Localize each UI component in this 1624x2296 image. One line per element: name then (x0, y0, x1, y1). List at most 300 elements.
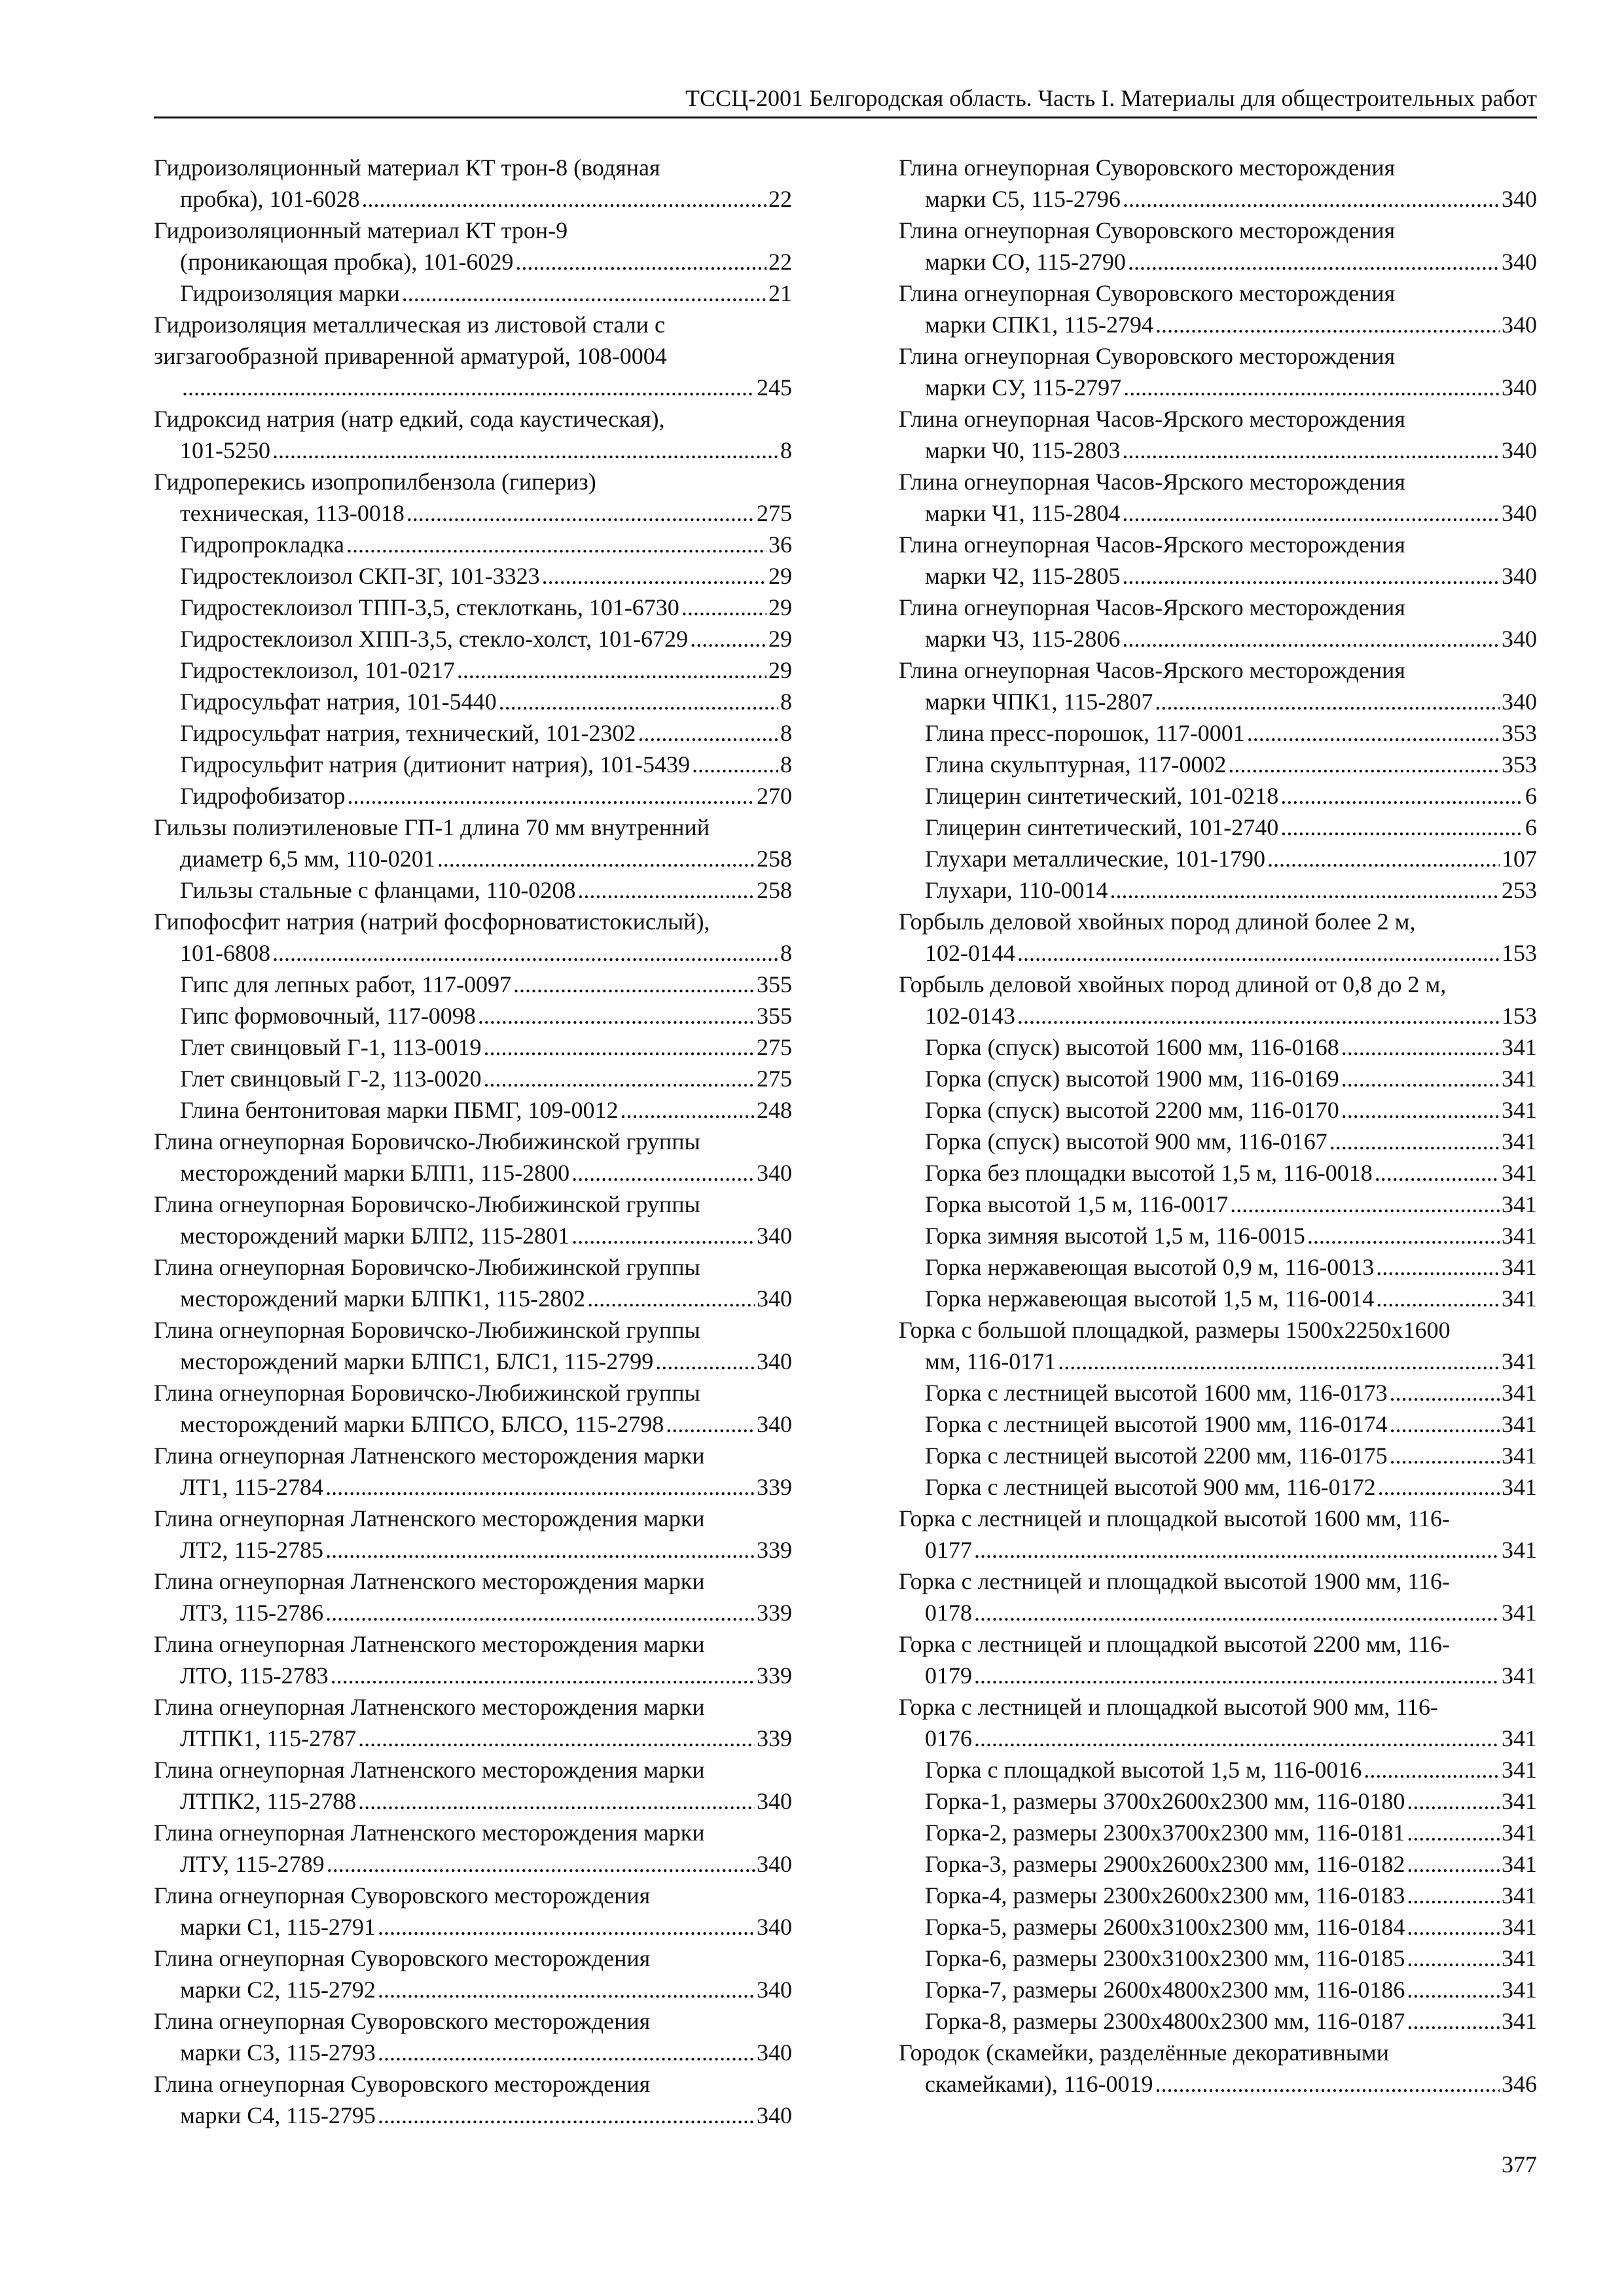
index-entry-text: Гипс для лепных работ, 117-0097 (180, 971, 511, 997)
dot-leader (1407, 2005, 1500, 2037)
index-entry-text: Горка с лестницей высотой 1600 мм, 116-0173 (925, 1380, 1388, 1406)
dot-leader (361, 183, 767, 215)
index-page-ref: 339 (757, 1600, 792, 1626)
index-entry-text: Глина огнеупорная Часов-Ярского месторождения (899, 657, 1405, 683)
index-entry-text: марки Ч2, 115-2805 (925, 563, 1121, 589)
index-entry-text: Горка с лестницей и площадкой высотой 900 мм, 116- (899, 1694, 1439, 1720)
index-entry (154, 466, 792, 529)
index-entry-final-line (925, 2005, 1537, 2037)
index-entry-text: Горка (спуск) высотой 1900 мм, 116-0169 (925, 1066, 1339, 1092)
index-page-ref: 340 (757, 1788, 792, 1814)
index-entry-text: Горка с площадкой высотой 1,5 м, 116-0016 (925, 1757, 1362, 1783)
index-entry-text: Гидростеклоизол, 101-0217 (180, 657, 455, 683)
index-entry-text: ЛТПК2, 115-2788 (180, 1788, 357, 1814)
index-entry-final-line (180, 1000, 792, 1031)
index-page-ref: 341 (1502, 1191, 1537, 1217)
index-entry-text: Гильзы стальные с фланцами, 110-0208 (180, 877, 576, 903)
index-column-right (899, 152, 1537, 2100)
index-entry-text: Горка без площадки высотой 1,5 м, 116-0018 (925, 1160, 1373, 1186)
index-entry-final-line (925, 2068, 1537, 2100)
index-entry-text: Гидроксид натрия (натр едкий, сода каустическая), (154, 406, 665, 432)
dot-leader (1341, 1094, 1500, 1126)
index-entry (899, 749, 1537, 780)
index-entry-text: диаметр 6,5 мм, 110-0201 (180, 846, 435, 872)
index-entry-text: Гидроизоляционный материал КТ трон-8 (водяная (154, 154, 660, 181)
index-entry-text: ЛТУ, 115-2789 (180, 1851, 325, 1877)
index-entry (899, 215, 1537, 278)
dot-leader (499, 686, 778, 717)
index-entry-text: ЛТ2, 115-2785 (180, 1537, 324, 1563)
dot-leader (1376, 1251, 1500, 1283)
index-entry-text: скамейками), 116-0019 (925, 2071, 1153, 2097)
index-entry (154, 1094, 792, 1126)
index-page-ref: 340 (1502, 312, 1537, 338)
index-entry-final-line (180, 592, 792, 623)
dot-leader (1307, 1220, 1500, 1251)
index-page-ref: 341 (1502, 1977, 1537, 2003)
index-entry (154, 1880, 792, 1943)
index-entry-text: ЛТПК1, 115-2787 (180, 1725, 357, 1751)
index-entry (154, 686, 792, 717)
index-entry-final-line (180, 686, 792, 717)
index-entry-text: месторождений марки БЛПК1, 115-2802 (180, 1285, 586, 1312)
dot-leader (272, 937, 778, 969)
dot-leader (1155, 686, 1500, 717)
index-entry-text: Глина огнеупорная Суворовского месторождения (899, 217, 1396, 243)
index-page-ref: 340 (1502, 437, 1537, 463)
index-entry-text: Глина скульптурная, 117-0002 (925, 751, 1227, 778)
dot-leader (1390, 1377, 1500, 1408)
index-entry-final-line (925, 309, 1537, 340)
dot-leader (1407, 1817, 1500, 1848)
index-entry-text: Гипофосфит натрия (натрий фосфорноватистокислый), (154, 908, 710, 935)
index-page-ref: 341 (1502, 1285, 1537, 1312)
index-entry (899, 1911, 1537, 1943)
index-entry-text: месторождений марки БЛП1, 115-2800 (180, 1160, 570, 1186)
index-entry-text: Гипс формовочный, 117-0098 (180, 1003, 476, 1029)
dot-leader (1123, 183, 1500, 215)
index-entry-final-line (180, 874, 792, 906)
index-page-ref: 341 (1502, 1066, 1537, 1092)
index-entry-final-line (180, 529, 792, 560)
index-entry-final-line (180, 1063, 792, 1094)
index-entry-final-line (180, 372, 792, 403)
index-entry-final-line (925, 1723, 1537, 1754)
index-entry-text: 0179 (925, 1662, 972, 1689)
index-entry-text: марки СУ, 115-2797 (925, 374, 1122, 401)
index-entry-final-line (925, 874, 1537, 906)
index-entry-final-line (180, 2037, 792, 2068)
index-page-ref: 340 (757, 2102, 792, 2128)
index-entry-final-line (180, 1848, 792, 1880)
index-entry (899, 1126, 1537, 1157)
index-page-ref: 8 (780, 751, 792, 778)
index-page-ref: 353 (1502, 720, 1537, 746)
index-entry-final-line (925, 623, 1537, 655)
index-entry-final-line (925, 686, 1537, 717)
index-entry-final-line (925, 1440, 1537, 1471)
index-entry-text: (проникающая пробка), 101-6029 (180, 249, 514, 275)
index-entry-final-line (180, 843, 792, 874)
dot-leader (358, 1785, 755, 1817)
index-page-ref: 275 (757, 1034, 792, 1060)
index-entry-final-line (925, 1220, 1537, 1251)
index-entry-final-line (925, 560, 1537, 592)
index-entry (154, 309, 792, 403)
index-page-ref: 248 (757, 1097, 792, 1123)
index-entry-text: Горка с лестницей высотой 2200 мм, 116-0175 (925, 1443, 1388, 1469)
index-entry-text: Глухари, 110-0014 (925, 877, 1108, 903)
index-entry (154, 717, 792, 749)
index-entry-text: Глина огнеупорная Часов-Ярского месторождения (899, 531, 1405, 558)
index-entry (154, 2068, 792, 2131)
index-entry-final-line (925, 435, 1537, 466)
index-entry-text: Глина огнеупорная Суворовского месторождения (154, 2008, 651, 2034)
index-page-ref: 275 (757, 500, 792, 526)
index-entry (899, 1440, 1537, 1471)
index-page-ref: 253 (1502, 877, 1537, 903)
index-entry (899, 340, 1537, 403)
index-entry-text: марки С1, 115-2791 (180, 1914, 376, 1940)
index-entry (154, 1566, 792, 1628)
index-page-ref: 341 (1502, 1820, 1537, 1846)
index-entry (899, 1314, 1537, 1377)
index-entry-text: марки СО, 115-2790 (925, 249, 1126, 275)
index-entry-text: Глина огнеупорная Латненского месторождения марки (154, 1505, 705, 1532)
index-page-ref: 6 (1525, 783, 1537, 809)
dot-leader (1407, 1974, 1500, 2005)
index-page-ref: 340 (1502, 626, 1537, 652)
dot-leader (346, 529, 767, 560)
index-entry (899, 843, 1537, 874)
index-entry-final-line (925, 1126, 1537, 1157)
index-entry-text: Городок (скамейки, разделённые декоративными (899, 2039, 1390, 2066)
index-entry-final-line (180, 717, 792, 749)
index-page-ref: 6 (1525, 814, 1537, 840)
index-page-ref: 341 (1502, 1725, 1537, 1751)
index-entry (154, 278, 792, 309)
index-entry-text: Горка нержавеющая высотой 0,9 м, 116-0013 (925, 1254, 1375, 1280)
index-entry-text: Горка-4, размеры 2300х2600х2300 мм, 116-0183 (925, 1882, 1405, 1909)
index-page-ref: 341 (1502, 1914, 1537, 1940)
index-page-ref: 346 (1502, 2071, 1537, 2097)
dot-leader (327, 1848, 755, 1880)
index-entry-final-line (925, 1251, 1537, 1283)
index-entry-final-line (925, 1063, 1537, 1094)
index-entry-text: Глухари металлические, 101-1790 (925, 846, 1265, 872)
index-entry (154, 1377, 792, 1440)
index-entry-final-line (180, 1283, 792, 1314)
index-entry-text: Горка высотой 1,5 м, 116-0017 (925, 1191, 1229, 1217)
index-entry (154, 1314, 792, 1377)
index-entry-text: Горка с большой площадкой, размеры 1500х2250х1600 (899, 1317, 1451, 1343)
index-entry-text: Гидростеклоизол СКП-3Г, 101-3323 (180, 563, 540, 589)
index-entry-text: Горка-7, размеры 2600х4800х2300 мм, 116-0186 (925, 1977, 1405, 2003)
index-entry (899, 1377, 1537, 1408)
index-entry (154, 560, 792, 592)
index-page-ref: 341 (1502, 1128, 1537, 1155)
index-entry-text: Глина огнеупорная Боровичско-Любижинской группы (154, 1128, 700, 1155)
index-entry (899, 1754, 1537, 1785)
dot-leader (378, 1911, 755, 1943)
index-entry-text: марки С5, 115-2796 (925, 186, 1121, 212)
index-entry (899, 1251, 1537, 1283)
dot-leader (1375, 1157, 1500, 1189)
index-page-ref: 153 (1502, 940, 1537, 966)
index-entry-text: Гидросульфат натрия, технический, 101-2302 (180, 720, 636, 746)
index-entry-final-line (180, 278, 792, 309)
index-entry-final-line (925, 1157, 1537, 1189)
index-entry (154, 215, 792, 278)
index-entry-final-line (180, 1534, 792, 1566)
index-entry-final-line (180, 1346, 792, 1377)
index-entry (154, 403, 792, 466)
index-entry-final-line (925, 1943, 1537, 1974)
index-page-ref: 245 (757, 374, 792, 401)
dot-leader (577, 874, 755, 906)
dot-leader (1407, 1911, 1500, 1943)
index-entry-text: марки ЧПК1, 115-2807 (925, 689, 1153, 715)
index-entry-final-line (925, 1848, 1537, 1880)
index-entry-final-line (925, 1283, 1537, 1314)
index-entry-text: Глина огнеупорная Часов-Ярского месторождения (899, 469, 1405, 495)
index-entry (154, 1943, 792, 2005)
index-entry-final-line (925, 717, 1537, 749)
index-entry-text: Горка зимняя высотой 1,5 м, 116-0015 (925, 1223, 1305, 1249)
index-entry (899, 1283, 1537, 1314)
index-entry (899, 717, 1537, 749)
index-entry (154, 1503, 792, 1566)
index-entry-final-line (925, 1189, 1537, 1220)
index-entry-text: Горка-3, размеры 2900х2600х2300 мм, 116-0182 (925, 1851, 1405, 1877)
index-entry-final-line (180, 1974, 792, 2005)
index-entry (899, 1063, 1537, 1094)
index-entry-final-line (180, 1157, 792, 1189)
index-page-ref: 29 (768, 563, 792, 589)
index-page-ref: 341 (1502, 1223, 1537, 1249)
dot-leader (437, 843, 755, 874)
index-entry-final-line (180, 497, 792, 529)
index-entry-final-line (180, 655, 792, 686)
dot-leader (378, 2100, 755, 2131)
index-entry-text: Горка с лестницей и площадкой высотой 1900 мм, 116- (899, 1568, 1451, 1594)
dot-leader (1329, 1126, 1500, 1157)
dot-leader (1280, 812, 1523, 843)
dot-leader (666, 1408, 755, 1440)
index-entry (154, 592, 792, 623)
index-page-ref: 29 (768, 657, 792, 683)
index-entry-text: мм, 116-0171 (925, 1348, 1056, 1374)
index-entry-final-line (180, 969, 792, 1000)
index-entry (899, 152, 1537, 215)
dot-leader (542, 560, 767, 592)
index-page-ref: 340 (757, 1914, 792, 1940)
index-page-ref: 340 (757, 1160, 792, 1186)
index-entry (899, 1094, 1537, 1126)
dot-leader (690, 623, 767, 655)
dot-leader (325, 1534, 755, 1566)
index-page-ref: 341 (1502, 1411, 1537, 1437)
index-entry (154, 1440, 792, 1503)
index-page-ref: 340 (757, 1348, 792, 1374)
index-entry-text: Гидроизоляция металлическая из листовой стали с (154, 312, 665, 338)
index-page-ref: 341 (1502, 1254, 1537, 1280)
index-entry-final-line (180, 183, 792, 215)
index-entry-text: Глина огнеупорная Суворовского месторождения (899, 343, 1396, 369)
index-entry-final-line (925, 812, 1537, 843)
page-number: 377 (1502, 2151, 1537, 2178)
index-entry-text: Глина огнеупорная Часов-Ярского месторождения (899, 406, 1405, 432)
index-entry (899, 812, 1537, 843)
index-entry-text: 102-0143 (925, 1003, 1015, 1029)
index-page-ref: 339 (757, 1537, 792, 1563)
index-page-ref: 8 (780, 437, 792, 463)
dot-leader (1123, 372, 1500, 403)
index-entry-final-line (925, 843, 1537, 874)
dot-leader (1267, 843, 1500, 874)
dot-leader (182, 372, 755, 403)
index-entry-final-line (925, 1471, 1537, 1503)
header-rule (154, 117, 1537, 118)
index-entry-final-line (925, 937, 1537, 969)
index-entry-text: Гидросульфит натрия (дитионит натрия), 101-5439 (180, 751, 690, 778)
index-entry (154, 874, 792, 906)
index-entry-final-line (180, 246, 792, 278)
index-entry-final-line (180, 2100, 792, 2131)
index-page-ref: 341 (1502, 1882, 1537, 1909)
index-page-ref: 341 (1502, 1662, 1537, 1689)
index-entry (154, 906, 792, 969)
dot-leader (1122, 623, 1500, 655)
index-entry-text: марки Ч0, 115-2803 (925, 437, 1121, 463)
index-page-ref: 8 (780, 720, 792, 746)
index-entry-final-line (180, 780, 792, 812)
dot-leader (515, 246, 767, 278)
index-entry (154, 152, 792, 215)
index-entry-text: Горка с лестницей и площадкой высотой 2200 мм, 116- (899, 1631, 1451, 1657)
dot-leader (1128, 246, 1500, 278)
index-entry-text: Гидростеклоизол ХПП-3,5, стекло-холст, 101-6729 (180, 626, 689, 652)
dot-leader (974, 1597, 1500, 1628)
index-entry-text: Гидропрокладка (180, 531, 344, 558)
index-page-ref: 339 (757, 1725, 792, 1751)
index-entry-final-line (925, 1346, 1537, 1377)
index-entry-final-line (925, 1785, 1537, 1817)
index-entry-text: Горка нержавеющая высотой 1,5 м, 116-0014 (925, 1285, 1375, 1312)
index-entry-final-line (180, 1408, 792, 1440)
index-entry-text: Горка с лестницей высотой 900 мм, 116-0172 (925, 1474, 1376, 1500)
dot-leader (1058, 1346, 1500, 1377)
index-page-ref: 339 (757, 1662, 792, 1689)
index-page-ref: 29 (768, 626, 792, 652)
index-page-ref: 340 (757, 1977, 792, 2003)
index-entry-text: Горка (спуск) высотой 2200 мм, 116-0170 (925, 1097, 1339, 1123)
dot-leader (571, 1220, 755, 1251)
dot-leader (1230, 1189, 1500, 1220)
index-page-ref: 270 (757, 783, 792, 809)
index-entry-final-line (925, 1377, 1537, 1408)
dot-leader (620, 1094, 755, 1126)
index-entry-text: Горка-8, размеры 2300х4800х2300 мм, 116-0187 (925, 2008, 1405, 2034)
index-entry (899, 403, 1537, 466)
dot-leader (1247, 717, 1500, 749)
index-page-ref: 340 (1502, 563, 1537, 589)
index-entry (154, 1126, 792, 1189)
index-entry (154, 780, 792, 812)
index-entry-final-line (925, 1974, 1537, 2005)
index-page-ref: 341 (1502, 1788, 1537, 1814)
index-entry (899, 969, 1537, 1031)
index-entry-text: Глина огнеупорная Суворовского месторождения (899, 154, 1396, 181)
index-entry (899, 1566, 1537, 1628)
index-entry (154, 1000, 792, 1031)
index-entry (899, 1974, 1537, 2005)
index-entry (899, 1471, 1537, 1503)
dot-leader (638, 717, 778, 749)
index-page-ref: 22 (768, 249, 792, 275)
index-entry-text: Глина огнеупорная Суворовского месторождения (154, 1945, 651, 1971)
index-entry-text: техническая, 113-0018 (180, 500, 405, 526)
index-entry (154, 969, 792, 1000)
index-entry-text: Горка-2, размеры 2300х3700х2300 мм, 116-0181 (925, 1820, 1405, 1846)
index-entry (154, 655, 792, 686)
dot-leader (1376, 1283, 1500, 1314)
index-entry-text: Гидрофобизатор (180, 783, 346, 809)
dot-leader (1017, 1000, 1500, 1031)
index-entry-text: Гидроперекись изопропилбензола (гипериз) (154, 469, 596, 495)
index-entry (899, 1785, 1537, 1817)
dot-leader (1407, 1880, 1500, 1911)
dot-leader (378, 2037, 755, 2068)
index-entry (154, 1754, 792, 1817)
index-entry (899, 1031, 1537, 1063)
index-entry (154, 1189, 792, 1251)
index-entry (899, 1503, 1537, 1566)
index-entry (899, 2005, 1537, 2037)
index-entry-text: месторождений марки БЛП2, 115-2801 (180, 1223, 570, 1249)
index-page-ref: 340 (1502, 374, 1537, 401)
index-entry-final-line (180, 1031, 792, 1063)
index-entry-final-line (180, 937, 792, 969)
index-page-ref: 340 (757, 1223, 792, 1249)
dot-leader (1110, 874, 1500, 906)
index-entry (154, 812, 792, 874)
dot-leader (483, 1063, 755, 1094)
index-entry (154, 2005, 792, 2068)
index-entry (899, 2037, 1537, 2100)
index-entry-text: Глина огнеупорная Суворовского месторождения (154, 1882, 651, 1909)
dot-leader (272, 435, 778, 466)
index-page-ref: 355 (757, 1003, 792, 1029)
index-entry (899, 655, 1537, 717)
index-entry-final-line (925, 780, 1537, 812)
dot-leader (402, 278, 767, 309)
index-page-ref: 340 (1502, 500, 1537, 526)
index-entry-text: Глина огнеупорная Суворовского месторождения (899, 280, 1396, 306)
index-entry-final-line (180, 623, 792, 655)
index-entry-text: 101-6808 (180, 940, 270, 966)
index-entry-final-line (180, 435, 792, 466)
dot-leader (1280, 780, 1523, 812)
index-entry (899, 780, 1537, 812)
index-entry (899, 1628, 1537, 1691)
dot-leader (347, 780, 755, 812)
dot-leader (974, 1534, 1500, 1566)
index-page-ref: 36 (768, 531, 792, 558)
index-entry-text: Глина пресс-порошок, 117-0001 (925, 720, 1245, 746)
index-entry-text: Гидросульфат натрия, 101-5440 (180, 689, 497, 715)
dot-leader (1390, 1440, 1500, 1471)
